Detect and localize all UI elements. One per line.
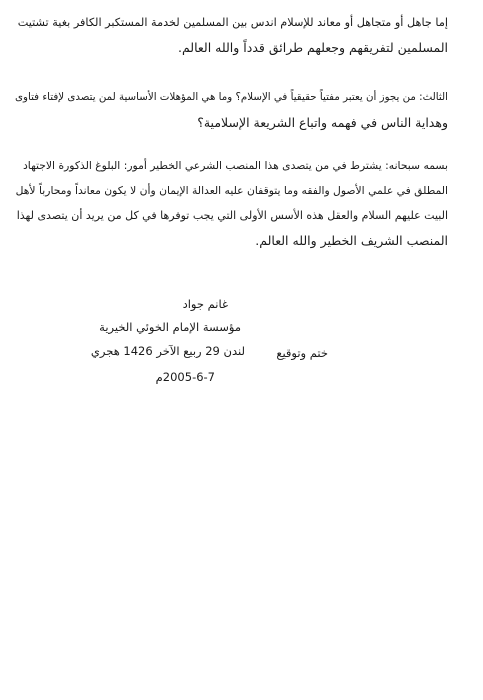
paragraph-3-line-2: المطلق في علمي الأصول والفقه وما يتوقفان عليه العدالة الإيمان وأن لا يكون معانداً ومحارباً لأهل xyxy=(15,184,448,197)
paragraph-3-answer xyxy=(14,153,448,253)
signatory-name: غانم جواد xyxy=(182,297,228,311)
signatory-organization: مؤسسة الإمام الخوئي الخيرية xyxy=(99,320,241,334)
paragraph-2-question xyxy=(14,85,448,135)
paragraph-3-line-1: بسمه سبحانه: يشترط في من يتصدى هذا المنصب الشرعي الخطير أمور: البلوغ الذكورة الاجتهاد xyxy=(23,159,448,172)
paragraph-2-line-2: وهداية الناس في فهمه واتباع الشريعة الإسلامية؟ xyxy=(197,115,448,130)
paragraph-2-line-1: الثالث: من يجوز أن يعتبر مفتياً حقيقياً في الإسلام؟ وما هي المؤهلات الأساسية لمن يتصدى لإفتاء فتاوى xyxy=(14,91,448,103)
gregorian-date: 2005-6-7م xyxy=(155,370,215,384)
paragraph-1-line-2: المسلمين لتفريقهم وجعلهم طرائق قدداً والله العالم. xyxy=(177,40,448,55)
stamp-and-signature-label: ختم وتوقيع xyxy=(276,346,328,360)
paragraph-1 xyxy=(14,10,448,60)
paragraph-1-line-1: إما جاهل أو متجاهل أو معاند للإسلام اندس بين المسلمين لخدمة المستكبر الكافر بغية تشتيت xyxy=(17,16,448,29)
paragraph-3-line-3: البيت عليهم السلام والعقل هذه الأسس الأولى التي يجب توفرها في كل من يريد أن يتصدى لهذا xyxy=(16,209,448,222)
hijri-date: لندن 29 ربيع الآخر 1426 هجري xyxy=(90,344,245,358)
paragraph-3-line-4: المنصب الشريف الخطير والله العالم. xyxy=(255,233,448,248)
